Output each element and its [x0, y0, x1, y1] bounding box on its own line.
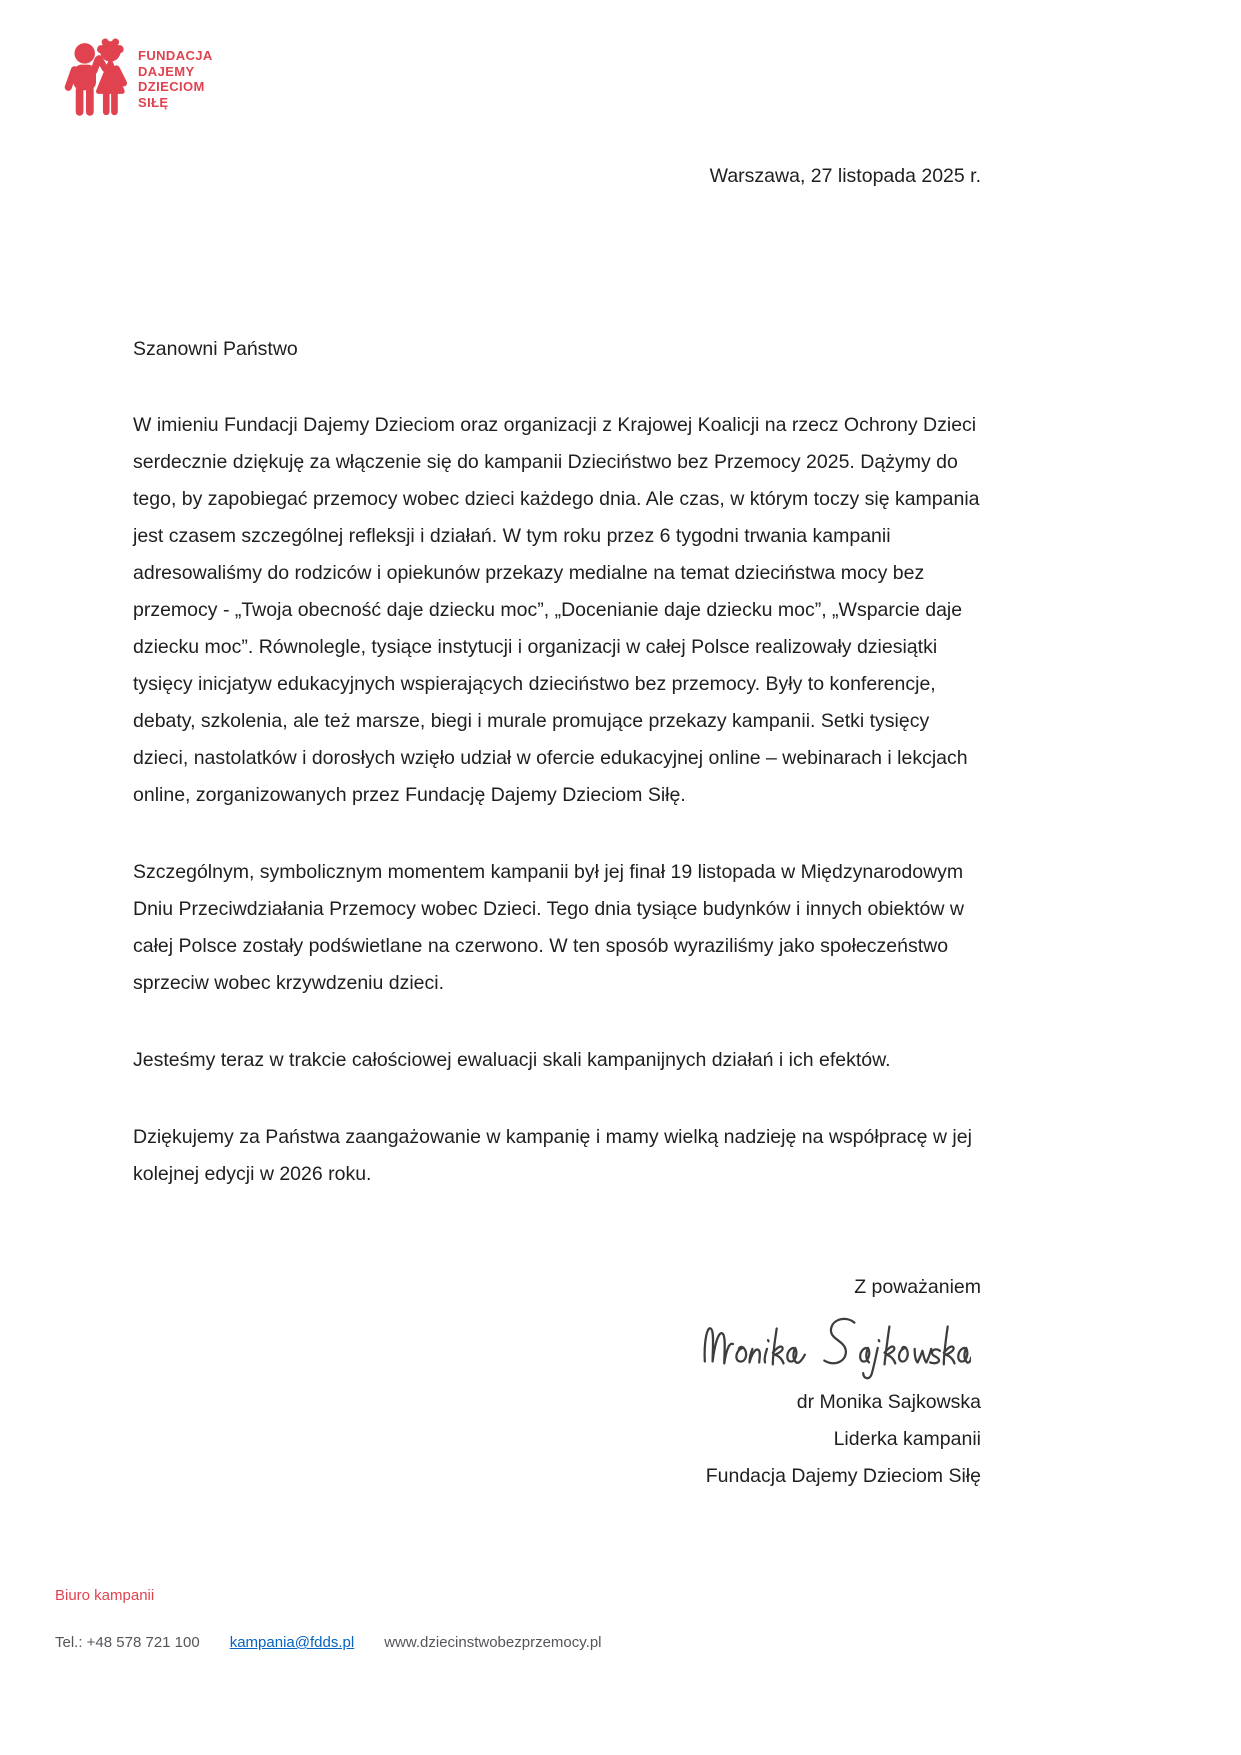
signatory-role: Liderka kampanii	[833, 1428, 981, 1450]
logo-line-2: DAJEMY	[138, 63, 195, 79]
closing-phrase: Z poważaniem	[854, 1276, 981, 1298]
letter-body	[133, 158, 981, 1495]
footer-phone: Tel.: +48 578 721 100	[55, 1634, 200, 1651]
logo-line-3: DZIECIOM	[138, 79, 205, 94]
fdds-logo	[64, 38, 213, 118]
paragraph-2: Szczególnym, symbolicznym momentem kampanii był jej finał 19 listopada w Międzynarodowym Dniu Przeciwdziałania Przemocy wobec Dzieci. Tego dnia tysiące budynków i innych obiektów w całej Polsce zostały podświetlane na czerwono. W ten sposób wyraziliśmy jako społeczeństwo sprzeciw wobec krzywdzeniu dzieci.	[133, 861, 964, 994]
footer-campaign-office-label: Biuro kampanii	[55, 1587, 155, 1604]
paragraph-3: Jesteśmy teraz w trakcie całościowej ewaluacji skali kampanijnych działań i ich efektów.	[133, 1049, 891, 1071]
dateline: Warszawa, 27 listopada 2025 r.	[709, 165, 981, 187]
logo-line-4: SIŁĘ	[138, 94, 169, 110]
paragraph-4: Dziękujemy za Państwa zaangażowanie w kampanię i mamy wielką nadzieję na współpracę w jej kolejnej edycji w 2026 roku.	[133, 1126, 972, 1185]
footer-website: www.dziecinstwobezprzemocy.pl	[384, 1634, 602, 1651]
footer-email-link[interactable]: kampania@fdds.pl	[229, 1634, 355, 1651]
signatory-org: Fundacja Dajemy Dzieciom Siłę	[705, 1465, 981, 1487]
signature-image	[133, 1308, 981, 1384]
signatory-name: dr Monika Sajkowska	[796, 1391, 981, 1413]
logo-wordmark	[138, 48, 213, 110]
two-children-holding-hands-icon	[64, 38, 128, 118]
paragraph-1: W imieniu Fundacji Dajemy Dzieciom oraz organizacji z Krajowej Koalicji na rzecz Ochrony Dzieci serdecznie dziękuję za włączenie się do kampanii Dzieciństwo bez Przemocy 2025. Dążymy do tego, by zapobiegać przemocy wobec dzieci każdego dnia. Ale czas, w którym toczy się kampania jest czasem szczególnej refleksji i działań. W tym roku przez 6 tygodni trwania kampanii adresowaliśmy do rodziców i opiekunów przekazy medialne na temat dzieciństwa mocy bez przemocy - „Twoja obecność daje dziecku moc”, „Docenianie daje dziecku moc”, „Wsparcie daje dziecku moc”. Równolegle, tysiące instytucji i organizacji w całej Polsce realizowały dziesiątki tysięcy inicjatyw edukacyjnych wspierających dzieciństwo bez przemocy. Były to konferencje, debaty, szkolenia, ale też marsze, biegi i murale promujące przekazy kampanii. Setki tysięcy dzieci, nastolatków i dorosłych wzięło udział w ofercie edukacyjnej online – webinarach i lekcjach online, zorganizowanych przez Fundację Dajemy Dzieciom Siłę.	[133, 414, 980, 806]
footer-contact-row	[55, 1633, 602, 1653]
salutation: Szanowni Państwo	[133, 338, 298, 360]
logo-line-1: FUNDACJA	[138, 48, 213, 63]
